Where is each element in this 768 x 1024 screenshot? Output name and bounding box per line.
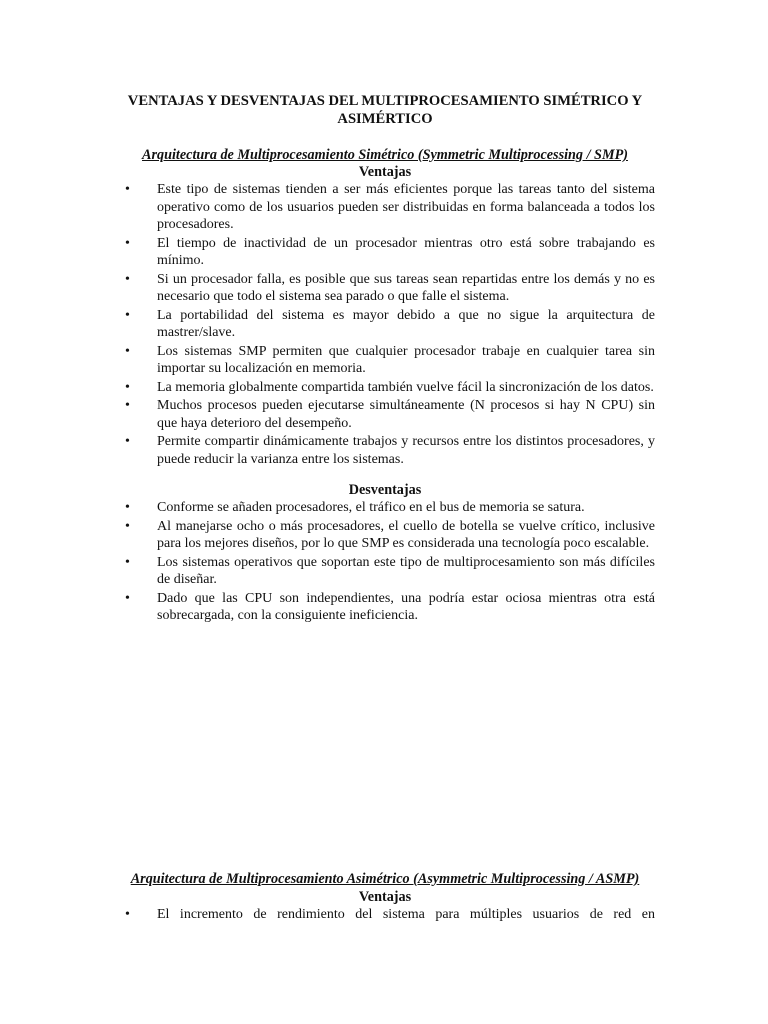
list-item-text: El tiempo de inactividad de un procesador mientras otro está sobre trabajando es mínimo. bbox=[157, 235, 655, 268]
list-item bbox=[0, 307, 768, 342]
list-item bbox=[0, 906, 768, 924]
list-item bbox=[0, 518, 768, 553]
asmp-advantages-label: Ventajas bbox=[358, 889, 412, 905]
smp-heading: Arquitectura de Multiprocesamiento Simétrico (Symmetric Multiprocessing / SMP) bbox=[142, 147, 628, 163]
list-item-text: La portabilidad del sistema es mayor debido a que no sigue la arquitectura de mastrer/slave. bbox=[157, 307, 655, 340]
bullet-icon: • bbox=[125, 307, 130, 323]
smp-advantages-label: Ventajas bbox=[358, 164, 412, 180]
list-item-text: Muchos procesos pueden ejecutarse simultáneamente (N procesos si hay N CPU) sin que haya deterioro del desempeño. bbox=[157, 398, 655, 431]
bullet-icon: • bbox=[125, 500, 130, 515]
bullet-icon: • bbox=[125, 182, 130, 197]
list-item-text: Permite compartir dinámicamente trabajos y recursos entre los distintos procesadores, y puede reducir la varianza entre los sistemas. bbox=[157, 434, 655, 467]
list-item-text: Los sistemas SMP permiten que cualquier procesador trabaje en cualquier tarea sin importar su localización en memoria. bbox=[157, 343, 655, 376]
bullet-icon: • bbox=[125, 554, 130, 570]
bullet-icon: • bbox=[125, 590, 130, 606]
list-item bbox=[0, 379, 768, 397]
bullet-icon: • bbox=[125, 434, 130, 449]
list-item-text: Los sistemas operativos que soportan este tipo de multiprocesamiento son más difíciles de diseñar. bbox=[157, 554, 655, 587]
list-item bbox=[0, 433, 768, 468]
list-item bbox=[0, 271, 768, 306]
asmp-advantages-list bbox=[0, 906, 768, 925]
asmp-heading: Arquitectura de Multiprocesamiento Asimétrico (Asymmetric Multiprocessing / ASMP) bbox=[130, 871, 640, 887]
list-item-text: Conforme se añaden procesadores, el tráfico en el bus de memoria se satura. bbox=[157, 500, 585, 515]
list-item bbox=[0, 590, 768, 625]
list-item-text: Dado que las CPU son independientes, una podría estar ociosa mientras otra está sobrecargada, con la consiguiente ineficiencia. bbox=[157, 590, 655, 623]
list-item bbox=[0, 343, 768, 378]
list-item-text: Este tipo de sistemas tienden a ser más eficientes porque las tareas tanto del sistema operativo como de los usuarios pueden ser distribuidas en forma balanceada a todos los procesadores. bbox=[157, 182, 655, 232]
smp-disadvantages-label: Desventajas bbox=[348, 482, 422, 498]
bullet-icon: • bbox=[125, 379, 130, 395]
bullet-icon: • bbox=[125, 271, 130, 287]
bullet-icon: • bbox=[125, 235, 130, 251]
document-title: VENTAJAS Y DESVENTAJAS DEL MULTIPROCESAMIENTO SIMÉTRICO Y ASIMÉRTICO bbox=[127, 93, 643, 127]
bullet-icon: • bbox=[125, 398, 130, 413]
smp-advantages-list bbox=[0, 181, 768, 469]
smp-disadvantages-list bbox=[0, 499, 768, 626]
list-item bbox=[0, 181, 768, 234]
list-item-text: Si un procesador falla, es posible que sus tareas sean repartidas entre los demás y no es necesario que todo el sistema sea parado o que falle el sistema. bbox=[157, 271, 655, 304]
list-item bbox=[0, 235, 768, 270]
list-item-text: La memoria globalmente compartida también vuelve fácil la sincronización de los datos. bbox=[157, 379, 654, 395]
list-item bbox=[0, 397, 768, 432]
list-item bbox=[0, 554, 768, 589]
list-item bbox=[0, 499, 768, 517]
list-item-text: El incremento de rendimiento del sistema para múltiples usuarios de red en bbox=[157, 907, 655, 922]
list-item-text: Al manejarse ocho o más procesadores, el cuello de botella se vuelve crítico, inclusive para los mejores diseños, por lo que SMP es considerada una tecnología poco escalable. bbox=[157, 518, 655, 551]
bullet-icon: • bbox=[125, 518, 130, 534]
bullet-icon: • bbox=[125, 907, 130, 922]
bullet-icon: • bbox=[125, 343, 130, 359]
